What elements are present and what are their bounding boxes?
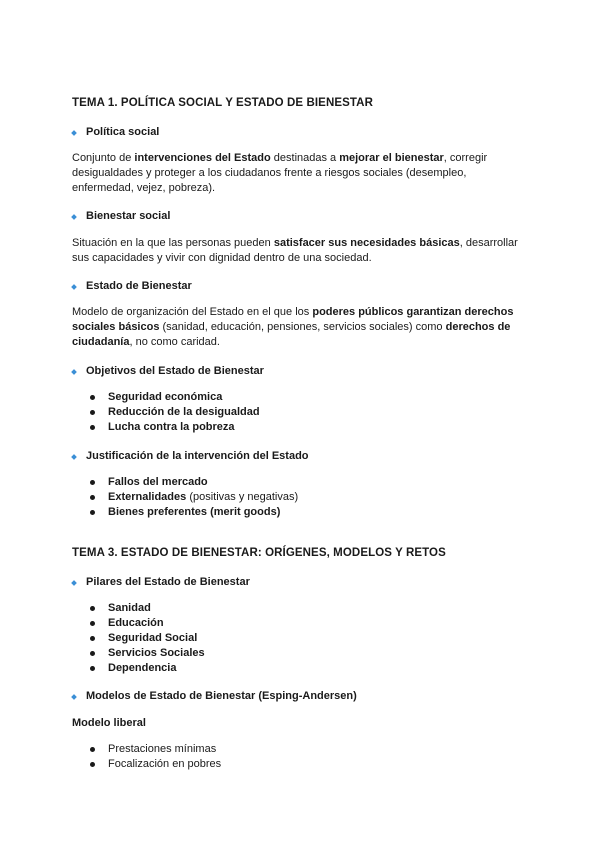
section-title-tema-1: TEMA 1. POLÍTICA SOCIAL Y ESTADO DE BIENESTAR [72, 97, 373, 109]
diamond-bullet-icon [71, 694, 77, 700]
list-item-label: Educación [108, 617, 164, 629]
list-item-label: Focalización en pobres [108, 758, 222, 770]
bold-text: mejorar el bienestar [339, 152, 444, 164]
list-item-label: Dependencia [108, 662, 177, 674]
list-objetivos [90, 390, 530, 435]
heading-bienestar-social-label: Bienestar social [86, 210, 171, 222]
heading-objetivos [66, 364, 264, 379]
list-item [90, 757, 530, 772]
list-item-label: Externalidades [108, 491, 187, 503]
bullet-dot-icon [90, 510, 95, 515]
diamond-bullet-icon [71, 580, 77, 586]
bullet-dot-icon [90, 636, 95, 641]
bold-text: poderes públicos garantizan derechos sociales básicos [72, 306, 514, 333]
list-item [90, 475, 530, 490]
heading-politica-social [66, 125, 159, 140]
diamond-bullet-icon [71, 454, 77, 460]
heading-justificacion [66, 449, 309, 464]
list-item-label: (positivas y negativas) [186, 491, 299, 503]
list-item-label: Seguridad económica [108, 391, 223, 403]
text: Conjunto de [72, 152, 135, 164]
section-title-tema-3: TEMA 3. ESTADO DE BIENESTAR: ORÍGENES, MODELOS Y RETOS [72, 547, 446, 559]
list-item-label: Servicios Sociales [108, 647, 205, 659]
heading-modelos [66, 689, 357, 704]
text: , no como caridad. [129, 336, 220, 348]
bullet-dot-icon [90, 410, 95, 415]
text: Modelo de organización del Estado en el que los [72, 306, 313, 318]
subheading-modelo-liberal: Modelo liberal [72, 717, 146, 729]
text: Situación en la que las personas pueden [72, 237, 274, 249]
list-item [90, 390, 530, 405]
list-item-label: Fallos del mercado [108, 476, 208, 488]
bullet-dot-icon [90, 762, 95, 767]
bullet-dot-icon [90, 480, 95, 485]
list-item [90, 742, 530, 757]
text: , desarrollar sus capacidades y vivir con dignidad dentro de una sociedad. [72, 237, 518, 264]
list-item-label: Sanidad [108, 602, 151, 614]
bold-text: intervenciones del Estado [134, 152, 271, 164]
heading-estado-de-bienestar [66, 279, 192, 294]
bullet-dot-icon [90, 495, 95, 500]
heading-justificacion-label: Justificación de la intervención del Estado [86, 450, 309, 462]
list-item [90, 420, 530, 435]
heading-pilares-label: Pilares del Estado de Bienestar [86, 576, 250, 588]
bullet-dot-icon [90, 747, 95, 752]
list-item-label: Lucha contra la pobreza [108, 421, 235, 433]
list-item [90, 490, 530, 505]
paragraph-estado-de-bienestar [72, 305, 524, 350]
bullet-dot-icon [90, 666, 95, 671]
list-justificacion [90, 475, 530, 520]
list-item [90, 646, 530, 661]
heading-objetivos-label: Objetivos del Estado de Bienestar [86, 365, 264, 377]
diamond-bullet-icon [71, 369, 77, 375]
list-modelo-liberal [90, 742, 530, 772]
bullet-dot-icon [90, 606, 95, 611]
heading-modelos-label: Modelos de Estado de Bienestar (Esping-Andersen) [86, 690, 357, 702]
list-item-label: Prestaciones mínimas [108, 743, 217, 755]
paragraph-bienestar-social [72, 236, 532, 266]
list-item-label: Bienes preferentes (merit goods) [108, 506, 281, 518]
list-pilares [90, 601, 530, 676]
diamond-bullet-icon [71, 214, 77, 220]
list-item [90, 616, 530, 631]
text: destinadas a [270, 152, 340, 164]
list-item-label: Reducción de la desigualdad [108, 406, 260, 418]
bullet-dot-icon [90, 395, 95, 400]
bullet-dot-icon [90, 651, 95, 656]
bold-text: derechos de ciudadanía [72, 321, 511, 348]
heading-bienestar-social [66, 209, 170, 224]
diamond-bullet-icon [71, 284, 77, 290]
paragraph-politica-social [72, 151, 512, 196]
list-item [90, 405, 530, 420]
bullet-dot-icon [90, 425, 95, 430]
text: , corregir desigualdades y proteger a los ciudadanos frente a riesgos sociales (desempleo, enfermedad, vejez, pobreza). [72, 152, 488, 194]
list-item [90, 631, 530, 646]
diamond-bullet-icon [71, 130, 77, 136]
list-item-label: Seguridad Social [108, 632, 198, 644]
list-item [90, 505, 530, 520]
list-item [90, 661, 530, 676]
bullet-dot-icon [90, 621, 95, 626]
heading-estado-de-bienestar-label: Estado de Bienestar [86, 280, 192, 292]
text: (sanidad, educación, pensiones, servicios sociales) como [159, 321, 446, 333]
bold-text: satisfacer sus necesidades básicas [273, 237, 460, 249]
list-item [90, 601, 530, 616]
heading-politica-social-label: Política social [86, 126, 160, 138]
heading-pilares [66, 575, 250, 590]
